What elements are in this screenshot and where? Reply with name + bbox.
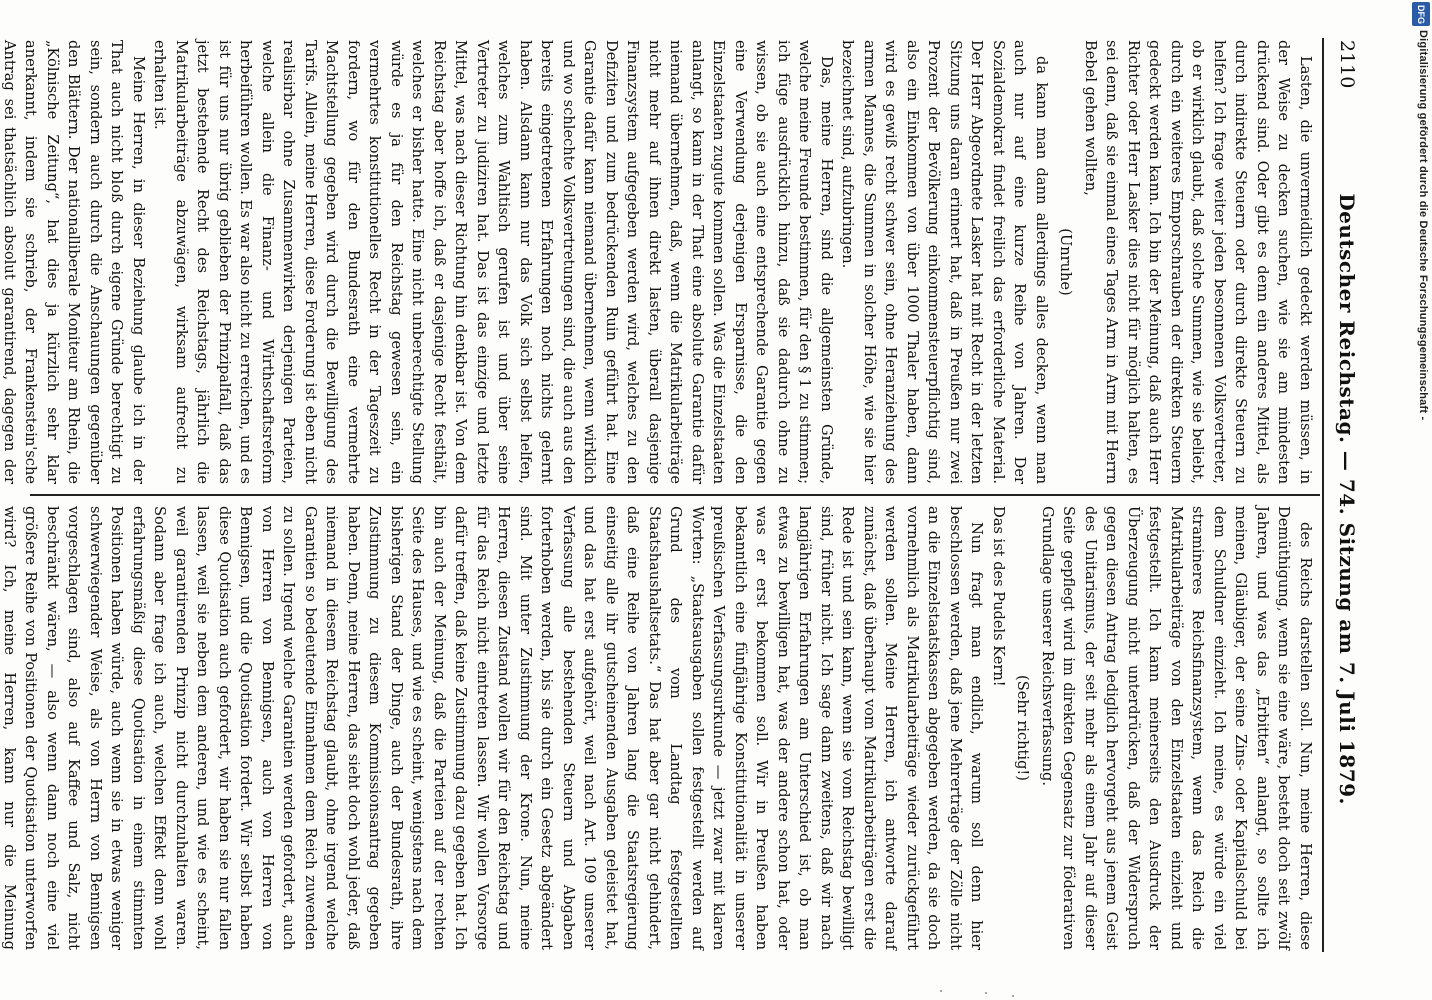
paragraph: Lasten, die unvermeidlich gedeckt werden müssen, in der Weise zu decken suchen, wie sie am mindesten drückend sind. Oder gibt es denn ein anderes Mittel, als durch indirekte Steuern oder durch direkte Steuern zu helfen? Ich frage weiter jeden besonnenen Volksvertreter, ob er wirklich glaubt, daß solche Summen, wie sie beliebt, durch ein weiteres Emporschrauben der direkten Steuern gedeckt werden kann. Ich bin der Meinung, daß auch Herr Richter oder Herr Lasker dies nicht für möglich halten, es sei denn, daß sie einmal eines Tages Arm in Arm mit Herrn Bebel gehen wollten, xyxy=(1082,40,1314,484)
paragraph: Nun fragt man endlich, warum soll denn hier beschlossen werden, daß jene Mehrerträge der Zölle nicht an die Einzelstaatskassen abgegeben werden, da sie doch vornehmlich als Matrikularbeiträge wieder zurückgeführt werden sollen. Meine Herren, ich antworte darauf zunächst, daß überhaupt vom Matrikularbeiträgen erst die Rede ist und sein kann, wenn sie vom Reichstag bewilligt sind, früher nicht. Ich sage dann zweitens, daß wir nach langjährigen Erfahrungen am Unterschied ist, ob man etwas zu bewilligen hat, was der andere schon hat, oder was er erst bekommen soll. Wir in Preußen haben bekanntlich eine fünfjährige Konstitutionalität in unserer preußischen Verfassungsurkunde — jetzt zwar mit klaren Worten: „Staatsausgaben sollen festgestellt werden auf Grund des vom Landtag festgestellten Staatshaushaltsetats.“ Das hat aber gar nicht gehindert, daß eine Reihe von Jahren lang die Staatsregierung einseitig alle ihr gutscheinenden Ausgaben geleistet hat, und das hat erst aufgehört, weil nach Art. 109 unserer Verfassung alle bestehenden Steuern und Abgaben forterhoben werden, bis sie durch ein Gesetz abgeändert sind. Mit unter Zustimmung der Krone. Nun, meine Herren, diesen Zustand wollen wir für den Reichstag und für das Reich nicht eintreten lassen. Wir wollen Vorsorge dafür treffen, daß keine Zustimmung dazu gegeben hat. Ich bin auch der Meinung, daß die Parteien auf der rechten Seite des Hauses, und wie es scheint, wenigstens nach dem bisherigen Stand der Dinge, auch der Bundesrath, ihre Zustimmung zu diesem Kommissionsantrag gegeben haben. Denn, meine Herren, das sieht doch wohl jeder, daß niemand in diesem Reichstag glaubt, ohne irgend welche Garantien so bedeutende Einnahmen dem Reich zuwenden zu sollen. Irgend welche Garantien werden gefordert, auch von Herren von Bennigsen, auch von Herren von Bennigsen, und die Quotisation fordert. Wir selbst haben diese Quotisation auch gefordert, wir haben sie nur fallen lassen, weil sie neben dem anderen, und wie es scheint, weil garantirenden Prinzip nicht durchzuhalten waren. Sodann aber frage ich auch, welchen Effekt denn wohl erfahrungsmäßig diese Quotisation in einem stimmten Positionen haben würde, auch wenn sie in etwas weniger schwerwiegender Weise, als von Herrn von Bennigsen vorgeschlagen sind, also auf Kaffee und Salz, nicht beschränkt wären, — also wenn dann noch eine viel größere Reihe von Positionen der Quotisation unterworfen wird? Ich, meine Herren, kann nur die Meinung xyxy=(1,506,986,950)
dfg-logo: DFG xyxy=(1412,2,1430,26)
paragraph: Meine Herren, in dieser Beziehung glaube ich in der That auch nicht bloß durch eigene Gründe berechtigt zu sein, sondern auch durch die Anschauungen gegenüber den Blättern. Der nationalliberale Moniteur am Rhein, die „Kölnische Zeitung“, hat dies ja kürzlich sehr klar anerkannt, indem sie schrieb, der Frankenstein'sche Antrag sei thatsächlich absolut garantirend, dagegen der xyxy=(1,40,147,484)
interjection: (Sehr richtig!) xyxy=(1014,675,1032,781)
dfg-watermark-strip xyxy=(1410,0,1432,1000)
header-rule xyxy=(1322,38,1324,952)
dfg-watermark-text: Digitalisierung gefördert durch die Deutsche Forschungsgemeinschaft - xyxy=(1417,30,1429,421)
column-divider xyxy=(30,494,1320,496)
paragraph: Das, meine Herren, sind die allgemeinsten Gründe, welche meine Freunde bestimmen, für den § 1 zu stimmen; ich füge ausdrücklich hinzu, daß sie dadurch ohne zu wissen, ob sie auch eine entsprechende Garantie gegen eine Verwendung derjenigen Ersparnisse, die den Einzelstaaten zugute kommen sollen. Was die Einzelstaaten anlangt, so kann in der That eine absolute Garantie dafür niemand übernehmen, daß, wenn die Matrikularbeiträge nicht mehr auf ihnen direkt lasten, überall dasjenige Finanzsystem aufgegeben werden wird, welches zu den Defiziten und zum bedrückenden Ruin geführt hat. Eine Garantie dafür kann niemand übernehmen, wenn wirklich und wo schlechte Volksvertretungen sind, die auch aus den bereits eingetretenen Erfahrungen noch nichts gelernt haben. Alsdann kann nur das Volk sich selbst helfen, welches zum Wahltisch gerufen ist und über seine Vertreter zu judiziren hat. Das ist das einzige und letzte Mittel, was nach dieser Richtung hin denkbar ist. Von dem Reichstag aber hoffe ich, daß er dasjenige Recht festhält, welches er bisher hatte. Eine nicht unberechtigte Stellung würde es ja für den Reichstag gewesen sein, ein vermehrtes konstitutionelles Recht in der Tageszeit zu fordern, wo für den Bundesrath eine vermehrte Machtstellung gegeben wird durch die Bewilligung des Tarifs. Allein, meine Herren, diese Forderung ist eben nicht realisirbar ohne Zusammenwirken derjenigen Parteien, welche allein die Finanz- und Wirthschaftsreform herbeiführen wollen. Es war also nicht zu erreichen, und es ist für uns nur übrig geblieben der Prinzipalfall, daß das jetzt bestehende Recht des Reichstags, jährlich die Matrikularbeiträge abzuwägen, wirksam aufrecht zu erhalten ist. xyxy=(151,40,835,484)
page-title: Deutscher Reichstag. — 74. Sitzung am 7. Juli 1879. xyxy=(1335,193,1359,806)
page-number: 2110 xyxy=(1336,40,1358,89)
scan-speckle xyxy=(1012,995,1014,997)
paragraph: da kann man dann allerdings alles decken, wenn man auch nur auf eine kurze Reihe von Jahren. Der Sozialdemokrat findet freilich das erforderliche Material. Der Herr Abgeordnete Lasker hat mit Recht in der letzten Sitzung uns daran erinnert hat, daß in Preußen nur zwei Prozent der Bevölkerung einkommensteuerpflichtig sind, also ein Einkommen von über 1000 Thaler haben, dann wird es gewiß recht schwer sein, ohne Heranziehung des armen Mannes, die Summen in solcher Höhe, wie sie hier bezeichnet sind, aufzubringen. xyxy=(839,40,1050,484)
paragraph: Das ist des Pudels Kern! xyxy=(990,506,1007,687)
left-column xyxy=(1,40,1316,484)
interjection: (Unruhe) xyxy=(1057,228,1075,296)
page-header xyxy=(1330,40,1364,950)
paragraph: des Reichs darstellen soll. Nun, meine Herren, diese Demüthigung, wenn sie eine wäre, besteht doch seit zwölf Jahren, und was das „Erbitten“ anlangt, so sollte ich meinen, Gläubiger, der seine Zins- oder Kapitalschuld bei dem Schuldner einzieht. Ich meine, es würde ein viel stramineres Reichsfinanzsystem, wenn das Reich die Matrikularbeiträge von den Einzelstaaten einzieht und festgestellt. Ich kann meinerseits den Ausdruck der Überzeugung nicht unterdrücken, daß der Widerspruch gegen diesen Antrag lediglich hervorgeht aus jenem Geist des Unitarismus, der seit mehr als einem Jahr auf dieser Seite gepflegt wird im direkten Gegensatz zur föderativen Grundlage unserer Reichsverfassung. xyxy=(1039,506,1314,950)
right-column xyxy=(1,506,1316,950)
scan-speckle xyxy=(985,992,987,994)
rotated-page-content xyxy=(1,0,1382,990)
scan-speckle xyxy=(940,990,942,992)
